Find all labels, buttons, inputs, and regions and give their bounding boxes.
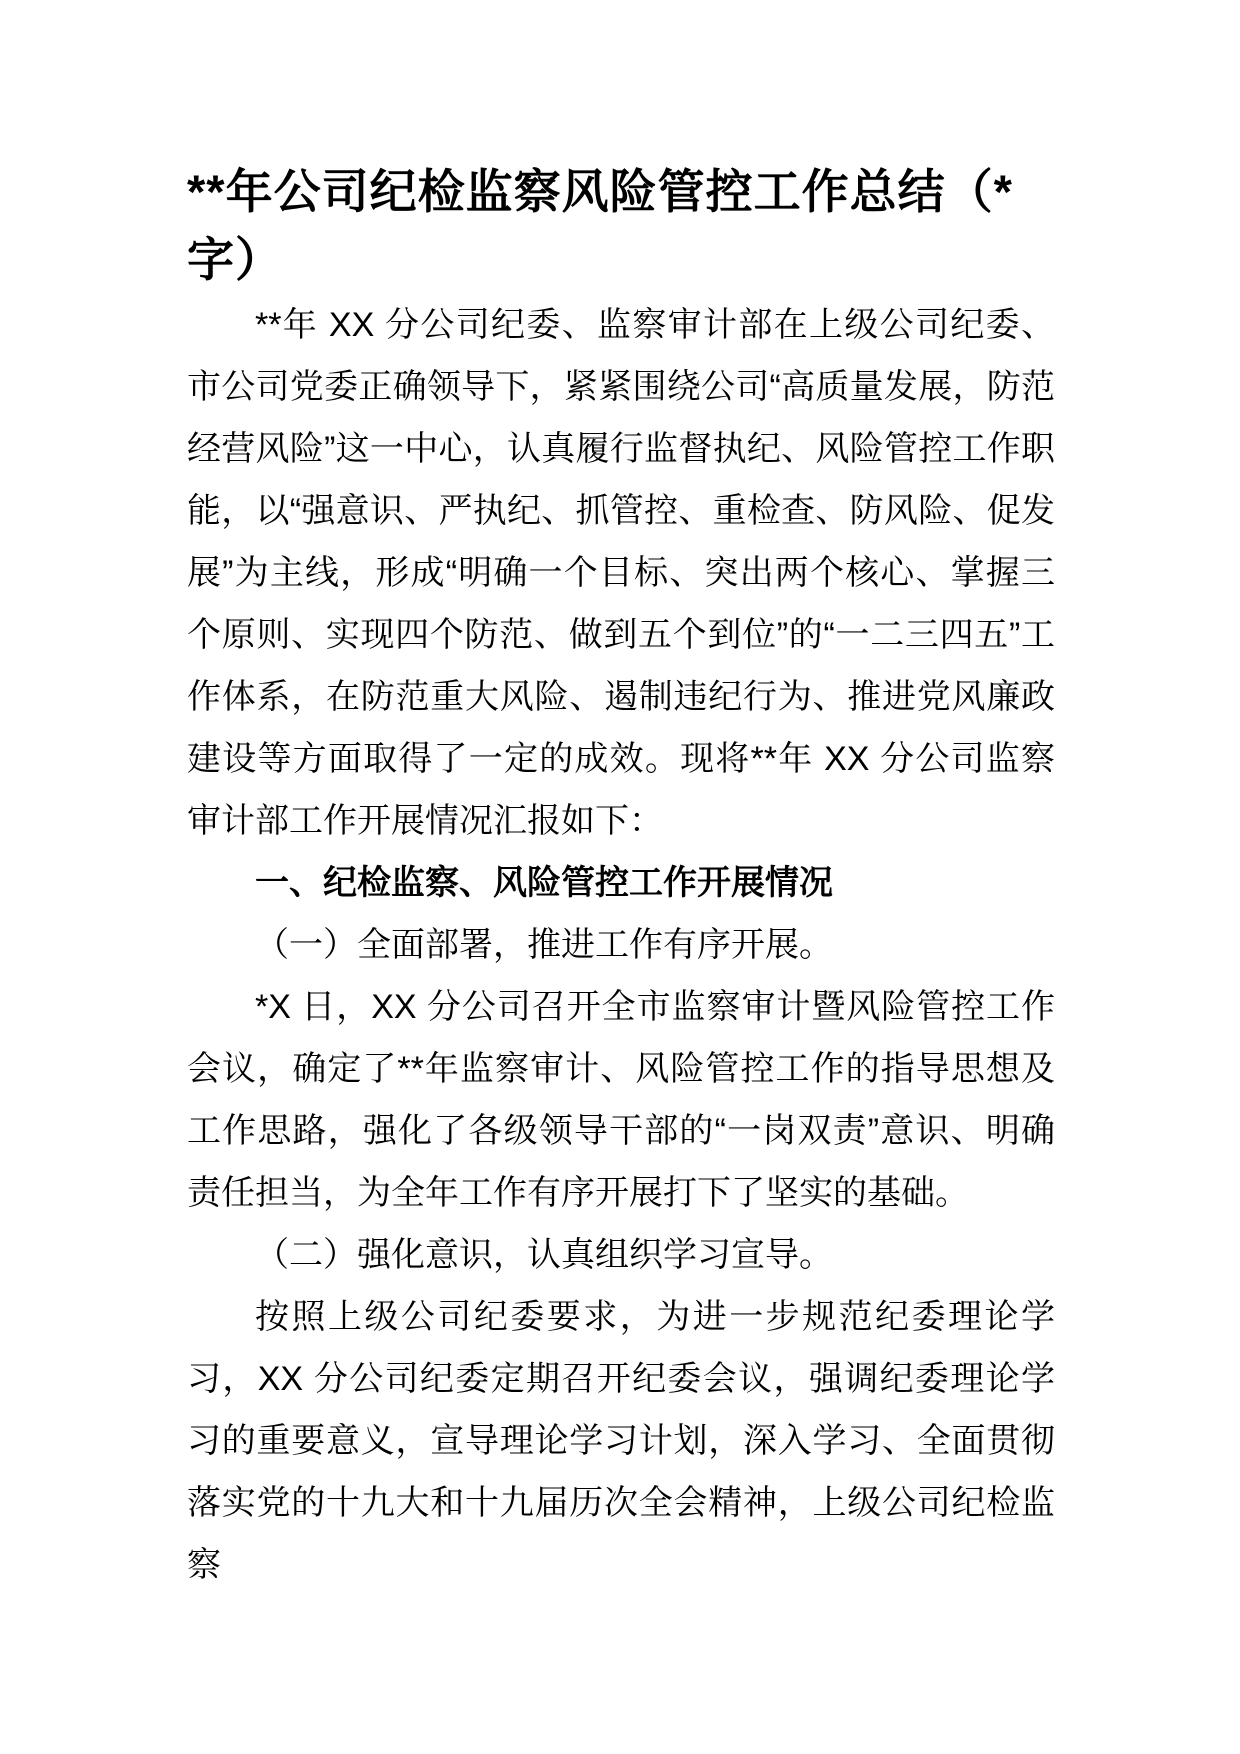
- section-1-1-paragraph: *X 日，XX 分公司召开全市监察审计暨风险管控工作会议，确定了**年监察审计、风险管控工作的指导思想及工作思路，强化了各级领导干部的“一岗双责”意识、明确责任担当，为全年工作有序开展打下了坚实的基础。: [187, 988, 1055, 1212]
- document-title: [187, 158, 1055, 294]
- section-1-heading: 一、纪检监察、风险管控工作开展情况: [255, 864, 833, 902]
- document-title-line-2: 字）: [187, 233, 283, 286]
- section-1-2-heading: （二）强化意识，认真组织学习宣导。: [255, 1236, 833, 1274]
- section-1-2-paragraph: 按照上级公司纪委要求，为进一步规范纪委理论学习，XX 分公司纪委定期召开纪委会议，强调纪委理论学习的重要意义，宣导理论学习计划，深入学习、全面贯彻落实党的十九大和十九届历次全会精神，上级公司纪检监察: [187, 1298, 1055, 1584]
- intro-paragraph: **年 XX 分公司纪委、监察审计部在上级公司纪委、市公司党委正确领导下，紧紧围绕公司“高质量发展，防范经营风险”这一中心，认真履行监督执纪、风险管控工作职能，以“强意识、严执纪、抓管控、重检查、防风险、促发展”为主线，形成“明确一个目标、突出两个核心、掌握三个原则、实现四个防范、做到五个到位”的“一二三四五”工作体系，在防范重大风险、遏制违纪行为、推进党风廉政建设等方面取得了一定的成效。现将**年 XX 分公司监察审计部工作开展情况汇报如下：: [187, 306, 1055, 840]
- section-1-1-heading: （一）全面部署，推进工作有序开展。: [255, 926, 833, 964]
- document-title-line-1: **年公司纪检监察风险管控工作总结（*: [187, 165, 1013, 218]
- document-body: [187, 294, 1055, 1596]
